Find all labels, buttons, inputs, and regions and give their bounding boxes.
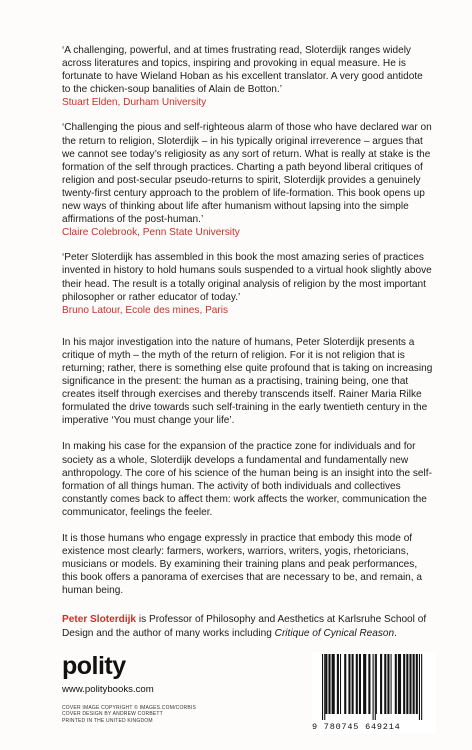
cover-credits bbox=[62, 705, 196, 724]
barcode-bar bbox=[380, 654, 382, 714]
barcode-guard-bar bbox=[373, 654, 374, 720]
barcode-bar bbox=[387, 654, 389, 714]
barcode-bar bbox=[328, 654, 330, 714]
bio-text: is Professor of Philosophy and Aesthetics at Karlsruhe School of Design and the author of many works including bbox=[62, 614, 427, 639]
quote-text: ‘A challenging, powerful, and at times frustrating read, Sloterdijk ranges widely across literatures and topics, inspiring and provoking in equal measure. He is fortunate to have Wieland Hoban as his excellent translator. A very good antidote to the chicken-soup banalities of Alain de Botton.’ bbox=[62, 45, 423, 96]
barcode-bar bbox=[406, 654, 408, 714]
barcode-bar bbox=[409, 654, 411, 714]
isbn-number: 9 780745 649214 bbox=[312, 722, 401, 732]
barcode-bar bbox=[332, 654, 335, 714]
author-bio bbox=[62, 613, 434, 639]
barcode-bars bbox=[312, 652, 436, 720]
barcode-bar bbox=[403, 654, 405, 714]
barcode-bar bbox=[384, 654, 386, 714]
barcode-bar bbox=[352, 654, 354, 714]
credit-line: COVER IMAGE COPYRIGHT © IMAGES.COM/CORBIS bbox=[62, 705, 197, 711]
quote-text: ‘Challenging the pious and self-righteous alarm of those who have declared war on the return to religion, Sloterdijk – in his typically original irreverence – argues that we cannot see today’s religiosity as any sort of return. What is really at stake is the formation of the self through practices. Charting a path beyond liberal critiques of religion and post-secular pseudo-returns to spirit, Sloterdijk provides a genuinely twenty-first century approach to the problem of life-formation. This book opens up new ways of thinking about life after humanism without lapsing into the simple affirmations of the post-human.’ bbox=[62, 122, 432, 226]
description-paragraph-2: In making his case for the expansion of the practice zone for individuals and for society as a whole, Sloterdijk develops a fundamental and fundamentally new anthropology. The core of his science of the human being is an insight into the self-formation of all things human. The activity of both individuals and collectives constantly comes back to affect them: work affects the worker, communication the communicator, feelings the feeler. bbox=[62, 441, 432, 518]
bio-text-end: . bbox=[394, 627, 397, 639]
description-paragraph-3: It is those humans who engage expressly in practice that embody this mode of existence most clearly: farmers, workers, warriors, writers, yogis, rhetoricians, musicians or models. By examining their training plans and peak performances, this book offers a panorama of exercises that are necessary to be, and remain, a human being. bbox=[62, 533, 423, 597]
description-paragraph-1: In his major investigation into the nature of humans, Peter Sloterdijk presents a critique of myth – the myth of the return of religion. For it is not religion that is returning; rather, there is something else quite profound that is taking on increasing significance in the present: the human as a practising, training being, one that creates itself through exercises and thereby transcends itself. Rainer Maria Rilke formulated the drive towards such self-training in the early twentieth century in the imperative ‘You must change your life’. bbox=[62, 336, 433, 427]
quote-attribution: Bruno Latour, Ecole des mines, Paris bbox=[62, 304, 229, 316]
barcode-bar bbox=[395, 654, 397, 714]
isbn-barcode bbox=[312, 652, 436, 734]
back-cover-text bbox=[62, 44, 434, 640]
barcode-guard-bar bbox=[324, 654, 325, 720]
barcode-bar bbox=[413, 654, 415, 714]
barcode-bar bbox=[325, 654, 327, 714]
barcode-bar bbox=[376, 654, 377, 714]
barcode-bar bbox=[359, 654, 361, 714]
barcode-bar bbox=[368, 654, 370, 714]
barcode-guard-bar bbox=[375, 654, 376, 720]
quote-attribution: Stuart Elden, Durham University bbox=[62, 97, 207, 109]
barcode-guard-bar bbox=[419, 654, 420, 720]
polity-logo: polity bbox=[62, 652, 126, 680]
barcode-bar bbox=[416, 654, 418, 714]
publisher-website: www.politybooks.com bbox=[62, 684, 154, 695]
barcode-bar bbox=[337, 654, 339, 714]
quote-text: ‘Peter Sloterdijk has assembled in this book the most amazing series of practices invented in history to hold humans souls suspended to a virtual hook slightly above their head. The result is a totally original analysis of religion by the most important philosopher or rather educator of today.’ bbox=[62, 252, 432, 303]
barcode-bar bbox=[363, 654, 366, 714]
review-quote-1 bbox=[62, 44, 434, 109]
barcode-bar bbox=[356, 654, 358, 714]
review-quote-3 bbox=[62, 251, 434, 316]
book-title: Critique of Cynical Reason bbox=[274, 627, 395, 639]
author-name: Peter Sloterdijk bbox=[62, 614, 137, 626]
quote-attribution: Claire Colebrook, Penn State University bbox=[62, 227, 240, 239]
barcode-bar bbox=[344, 654, 346, 714]
credit-line: PRINTED IN THE UNITED KINGDOM bbox=[62, 717, 153, 724]
barcode-bar bbox=[340, 654, 341, 714]
barcode-bar bbox=[348, 654, 350, 714]
review-quote-2 bbox=[62, 121, 434, 239]
barcode-guard-bar bbox=[421, 654, 422, 720]
barcode-bar bbox=[391, 654, 392, 714]
barcode-guard-bar bbox=[322, 654, 323, 720]
barcode-bar bbox=[398, 654, 401, 714]
credit-line: COVER DESIGN BY ANDREW CORBETT bbox=[62, 711, 163, 718]
